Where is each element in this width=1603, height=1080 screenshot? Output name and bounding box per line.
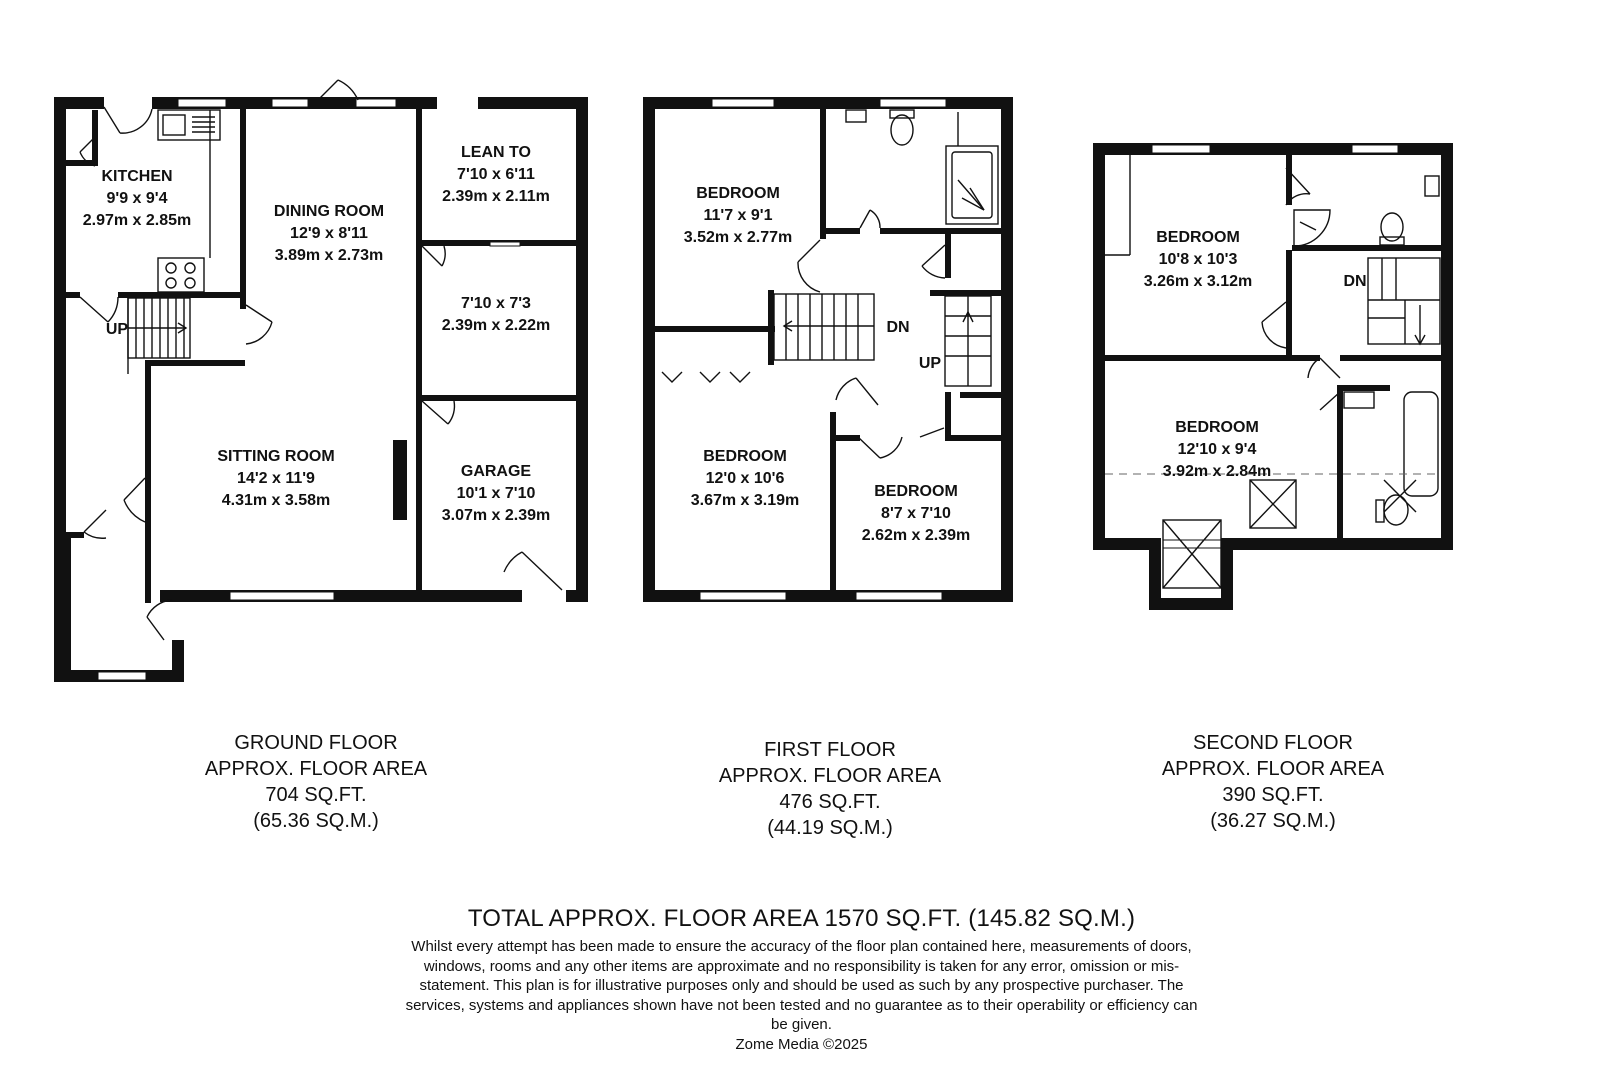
floor-title: GROUND FLOOR bbox=[234, 732, 398, 754]
floor-area-sqft: 476 SQ.FT. bbox=[779, 791, 881, 813]
room-imperial: 9'9 x 9'4 bbox=[106, 190, 168, 207]
room-label-dining-room bbox=[274, 203, 384, 264]
room-metric: 3.89m x 2.73m bbox=[274, 247, 384, 264]
room-imperial: 7'10 x 7'3 bbox=[461, 295, 531, 312]
room-name: BEDROOM bbox=[703, 448, 787, 465]
room-name: LEAN TO bbox=[461, 144, 531, 161]
room-imperial: 10'1 x 7'10 bbox=[456, 485, 536, 502]
floor-area-caption: APPROX. FLOOR AREA bbox=[204, 758, 428, 780]
floor-area-sqm: (44.19 SQ.M.) bbox=[767, 817, 893, 839]
stairs-up-marker: UP bbox=[105, 321, 129, 338]
room-label-bedroom-4 bbox=[1144, 229, 1253, 290]
disclaimer-text: Whilst every attempt has been made to ensure the accuracy of the floor plan contained here, measurements of doors, windows, rooms and any other items are approximate and no responsibility is taken for any error, omission or mis-statement. This plan is for illustrative purposes only and should be used as such by any prospective purchaser. The services, systems and appliances shown have not been tested and no guarantee as to their operability or efficiency can be given. bbox=[405, 938, 1198, 1033]
room-label-garage bbox=[442, 463, 551, 524]
room-imperial: 12'0 x 10'6 bbox=[705, 470, 785, 487]
room-metric: 2.39m x 2.11m bbox=[442, 188, 550, 205]
room-imperial: 11'7 x 9'1 bbox=[703, 207, 773, 224]
stairs-up-marker: UP bbox=[918, 355, 942, 372]
room-imperial: 12'9 x 8'11 bbox=[290, 225, 368, 242]
room-name: KITCHEN bbox=[101, 168, 173, 185]
room-imperial: 7'10 x 6'11 bbox=[457, 166, 535, 183]
room-name: DINING ROOM bbox=[273, 203, 385, 220]
room-imperial: 12'10 x 9'4 bbox=[1177, 441, 1257, 458]
room-label-lean-to bbox=[442, 144, 550, 205]
floor-area-sqft: 390 SQ.FT. bbox=[1222, 784, 1324, 806]
floor-area-sqft: 704 SQ.FT. bbox=[265, 784, 367, 806]
stairs-down-marker: DN bbox=[1343, 273, 1367, 290]
room-label-bedroom-3 bbox=[862, 483, 971, 544]
room-metric: 2.62m x 2.39m bbox=[861, 527, 971, 544]
copyright-credit: Zome Media ©2025 bbox=[735, 1035, 868, 1053]
room-label-bedroom-5 bbox=[1163, 419, 1272, 480]
room-name: BEDROOM bbox=[1156, 229, 1240, 246]
second-floor-area-label bbox=[1162, 732, 1385, 832]
room-name: SITTING ROOM bbox=[217, 448, 335, 465]
room-imperial: 10'8 x 10'3 bbox=[1158, 251, 1238, 268]
floor-area-sqm: (65.36 SQ.M.) bbox=[253, 810, 379, 832]
first-floor-area-label bbox=[719, 739, 942, 839]
room-imperial: 8'7 x 7'10 bbox=[881, 505, 951, 522]
room-name: GARAGE bbox=[460, 463, 532, 480]
room-name: BEDROOM bbox=[1175, 419, 1259, 436]
room-name: BEDROOM bbox=[696, 185, 780, 202]
stairs-down-marker: DN bbox=[886, 319, 910, 336]
room-label-kitchen bbox=[83, 168, 192, 229]
room-metric: 2.39m x 2.22m bbox=[441, 317, 551, 334]
room-label-bedroom-1 bbox=[684, 185, 793, 246]
room-label-sitting-room bbox=[217, 448, 334, 509]
floor-title: SECOND FLOOR bbox=[1192, 732, 1354, 754]
footer bbox=[0, 905, 1603, 1054]
second-floor-plan bbox=[1093, 143, 1453, 610]
floor-title: FIRST FLOOR bbox=[764, 739, 896, 761]
room-metric: 3.67m x 3.19m bbox=[690, 492, 800, 509]
room-label-utility bbox=[442, 295, 551, 334]
room-name: BEDROOM bbox=[874, 483, 958, 500]
total-floor-area: TOTAL APPROX. FLOOR AREA 1570 SQ.FT. (145.82 SQ.M.) bbox=[467, 905, 1136, 932]
room-metric: 3.26m x 3.12m bbox=[1143, 273, 1253, 290]
room-label-bedroom-2 bbox=[691, 448, 800, 509]
room-metric: 3.92m x 2.84m bbox=[1162, 463, 1272, 480]
floor-area-caption: APPROX. FLOOR AREA bbox=[1161, 758, 1385, 780]
floor-area-sqm: (36.27 SQ.M.) bbox=[1210, 810, 1336, 832]
room-metric: 4.31m x 3.58m bbox=[221, 492, 331, 509]
room-metric: 3.07m x 2.39m bbox=[441, 507, 551, 524]
floor-area-caption: APPROX. FLOOR AREA bbox=[718, 765, 942, 787]
room-metric: 3.52m x 2.77m bbox=[683, 229, 793, 246]
ground-floor-area-label bbox=[205, 732, 428, 832]
room-metric: 2.97m x 2.85m bbox=[82, 212, 192, 229]
room-imperial: 14'2 x 11'9 bbox=[237, 470, 315, 487]
